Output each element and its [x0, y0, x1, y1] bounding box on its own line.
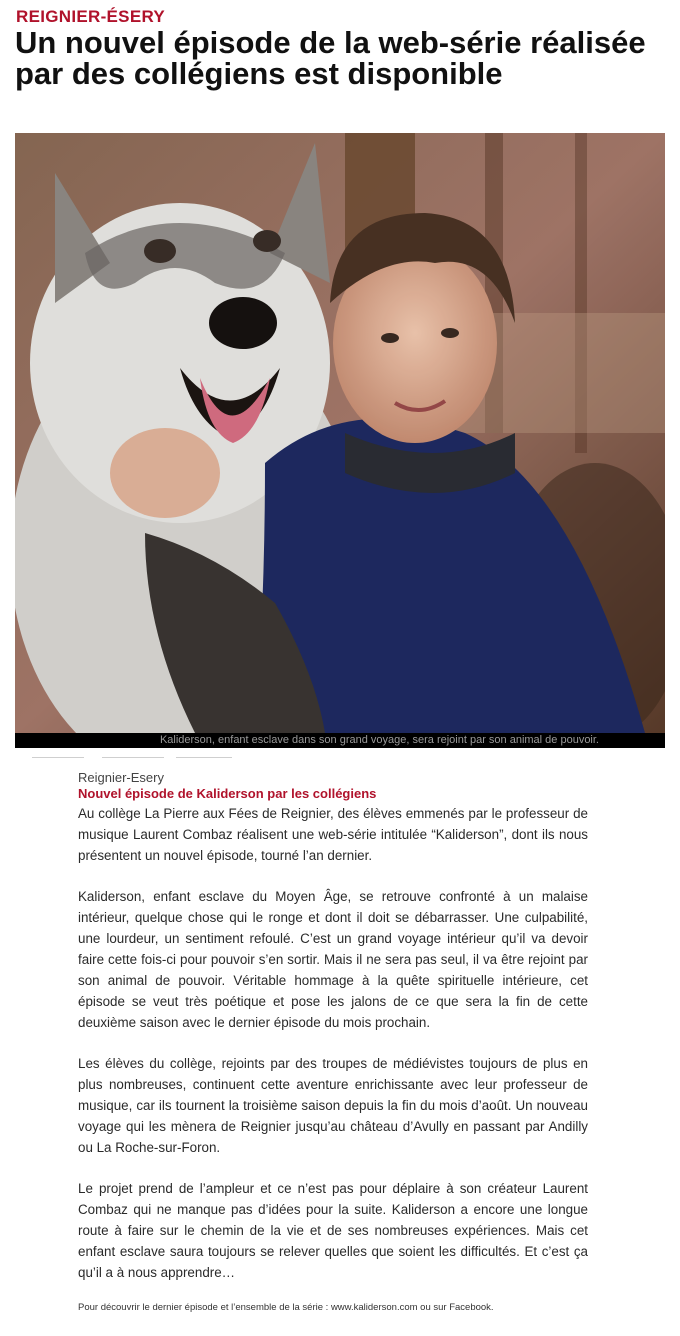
article-location: Reignier-Esery — [78, 770, 164, 785]
separator-line — [176, 757, 232, 758]
article-paragraph: Kaliderson, enfant esclave du Moyen Âge, se retrouve confronté à un malaise intérieur, quelque chose qui le ronge et dont il doit se débarrasser. Une culpabilité, une lourdeur, un sentiment refoulé. C’est un grand voyage intérieur qu’il va devoir faire cette fois-ci pour pouvoir s’en sortir. Mais il ne sera pas seul, il va être rejoint par son animal de pouvoir. Véritable hommage à la quête spirituelle intérieure, cet épisode se veut très poétique et pose les jalons de ce que sera la fin de cette deuxième saison avec le dernier épisode du mois prochain. — [78, 889, 588, 1030]
footer-note: Pour découvrir le dernier épisode et l’ensemble de la série : www.kaliderson.com ou sur Facebook. — [78, 1302, 494, 1313]
article-kicker: REIGNIER-ÉSERY — [16, 7, 166, 26]
separator-line — [32, 757, 84, 758]
article-paragraph: Le projet prend de l’ampleur et ce n’est pas pour déplaire à son créateur Laurent Combaz qui ne manque pas d’idées pour la suite. Kaliderson a encore une longue route à faire sur le chemin de la vie et de ses nombreuses expériences. Mais cet enfant esclave saura toujours se relever quelles que soient les difficultés. Et c’est ça qu’il a à nous apprendre… — [78, 1181, 588, 1280]
separator-line — [102, 757, 164, 758]
image-caption: Kaliderson, enfant esclave dans son grand voyage, sera rejoint par son animal de pouvoir. — [159, 734, 599, 746]
article-headline: Un nouvel épisode de la web-série réalisée par des collégiens est disponible — [15, 25, 646, 91]
caption-bar — [15, 733, 665, 748]
article-photo — [15, 133, 665, 733]
article-paragraph: Au collège La Pierre aux Fées de Reignier, des élèves emmenés par le professeur de musique Laurent Combaz réalisent une web-série intitulée “Kaliderson”, dont ils nous présentent un nouvel épisode, tourné l’an dernier. — [78, 806, 588, 863]
article-paragraph: Les élèves du collège, rejoints par des troupes de médiévistes toujours de plus en plus nombreuses, continuent cette aventure enrichissante avec leur professeur de musique, car ils tournent la troisième saison depuis la fin du mois d’août. Un nouveau voyage qui les mènera de Reignier jusqu’au château d’Avully en passant par Andilly ou La Roche-sur-Foron. — [78, 1056, 588, 1155]
article-subtitle: Nouvel épisode de Kaliderson par les collégiens — [78, 786, 377, 801]
article-body — [78, 803, 588, 1303]
